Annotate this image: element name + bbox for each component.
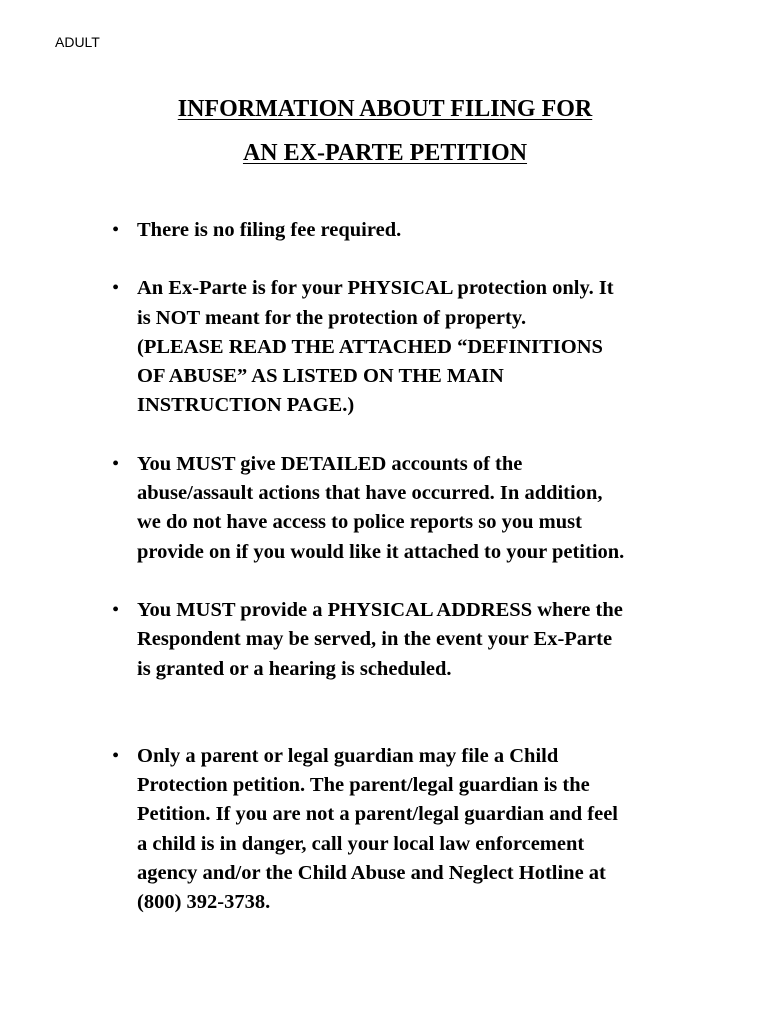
bullet-line: INSTRUCTION PAGE.)	[137, 394, 355, 417]
bullet-line: abuse/assault actions that have occurred. In addition,	[137, 482, 603, 505]
bullet-item-detailed-accounts	[110, 450, 710, 567]
bullet-marker: •	[112, 452, 120, 475]
bullet-line: You MUST provide a PHYSICAL ADDRESS where the	[137, 598, 623, 621]
bullet-line: is NOT meant for the protection of property.	[137, 306, 527, 329]
page-title	[0, 95, 770, 123]
bullet-item-child-protection	[110, 742, 710, 918]
bullet-item-physical-protection	[110, 274, 710, 420]
bullet-line: is granted or a hearing is scheduled.	[137, 657, 452, 680]
bullet-line: Only a parent or legal guardian may file a Child	[137, 744, 559, 767]
page-subtitle	[0, 139, 770, 167]
page-title-line-1: INFORMATION ABOUT FILING FOR	[177, 96, 593, 122]
bullet-line: Respondent may be served, in the event your Ex-Parte	[137, 628, 613, 651]
bullet-marker: •	[112, 219, 120, 241]
information-bullet-list	[110, 216, 710, 918]
bullet-line: (PLEASE READ THE ATTACHED “DEFINITIONS	[137, 335, 603, 358]
bullet-line: Protection petition. The parent/legal guardian is the	[137, 774, 590, 797]
bullet-item-physical-address	[110, 596, 710, 684]
bullet-line: provide on if you would like it attached to your petition.	[137, 540, 625, 563]
bullet-line: You MUST give DETAILED accounts of the	[137, 452, 523, 475]
bullet-line-hotline-number: (800) 392-3738.	[137, 891, 271, 914]
bullet-marker: •	[112, 744, 120, 767]
bullet-line: agency and/or the Child Abuse and Neglect Hotline at	[137, 862, 606, 885]
bullet-line: An Ex-Parte is for your PHYSICAL protection only. It	[137, 277, 614, 300]
bullet-line: a child is in danger, call your local law enforcement	[137, 832, 585, 855]
bullet-item-no-filing-fee	[110, 216, 710, 245]
bullet-marker: •	[112, 598, 120, 621]
page-title-line-2: AN EX-PARTE PETITION	[242, 140, 528, 166]
bullet-line: OF ABUSE” AS LISTED ON THE MAIN	[137, 365, 504, 388]
bullet-line: There is no filing fee required.	[137, 219, 402, 241]
bullet-line: Petition. If you are not a parent/legal guardian and feel	[137, 803, 618, 826]
bullet-line: we do not have access to police reports so you must	[137, 511, 582, 534]
document-category-label: ADULT	[55, 34, 100, 50]
bullet-marker: •	[112, 277, 120, 300]
